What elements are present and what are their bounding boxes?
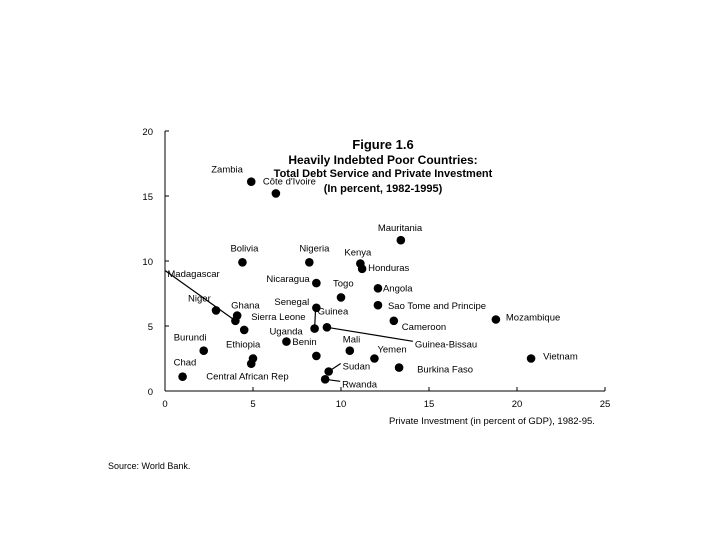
chart-subtitle: Total Debt Service and Private Investment — [273, 168, 493, 180]
chart-period-note: (In percent, 1982-1995) — [323, 183, 443, 195]
point-label-guinea: Guinea — [317, 306, 349, 318]
leader-line-guinea-bissau — [327, 327, 413, 341]
x-tick-label: 5 — [250, 399, 256, 410]
point-label-ghana: Ghana — [231, 300, 260, 312]
x-axis-label: Private Investment (in percent of GDP), 1982-95. — [389, 416, 595, 427]
point-bolivia — [238, 258, 247, 267]
point-label-angola: Angola — [382, 283, 413, 295]
point-label-burkina-faso: Burkina Faso — [417, 364, 474, 376]
y-tick-label: 20 — [142, 127, 153, 138]
x-tick-label: 20 — [511, 399, 523, 410]
point-sierra-leone — [240, 326, 249, 335]
point-sudan — [324, 367, 333, 376]
point-label-honduras: Honduras — [368, 262, 410, 274]
point-label-mauritania: Mauritania — [377, 223, 423, 235]
point-label-sudan: Sudan — [342, 361, 371, 373]
point-label-chad: Chad — [173, 357, 197, 369]
x-tick-label: 0 — [162, 399, 168, 410]
point-chad — [178, 372, 187, 381]
point-zambia — [247, 177, 256, 186]
point-label-yemen: Yemen — [377, 344, 407, 356]
point-label-mozambique: Mozambique — [505, 312, 561, 324]
point-niger — [212, 306, 221, 315]
chart-title: Heavily Indebted Poor Countries: — [288, 153, 478, 167]
point-label-niger: Niger — [188, 293, 211, 305]
point-sao-tome-and-principe — [374, 301, 383, 310]
point-nigeria — [305, 258, 314, 267]
point-nicaragua — [312, 279, 321, 288]
point-label-bolivia: Bolivia — [230, 243, 259, 255]
y-tick-label: 0 — [147, 387, 153, 398]
point-c-te-d-ivoire — [272, 189, 281, 198]
figure-label: Figure 1.6 — [352, 137, 414, 152]
point-uganda — [282, 337, 291, 346]
point-label-sierra-leone: Sierra Leone — [251, 311, 306, 323]
point-label-nicaragua: Nicaragua — [266, 274, 310, 286]
point-vietnam — [527, 354, 536, 363]
point-label-rwanda: Rwanda — [342, 379, 378, 391]
point-label-sao-tome-and-principe: Sao Tome and Principe — [387, 301, 487, 313]
point-label-nigeria: Nigeria — [299, 243, 330, 255]
point-label-cameroon: Cameroon — [401, 321, 447, 333]
source-note: Source: World Bank. — [108, 461, 191, 471]
point-togo — [337, 293, 346, 302]
point-label-benin: Benin — [292, 336, 317, 348]
point-label-vietnam: Vietnam — [543, 351, 578, 363]
y-tick-label: 15 — [142, 192, 153, 203]
point-cameroon — [390, 317, 399, 326]
point-label-burundi: Burundi — [173, 332, 207, 344]
point-label-guinea-bissau: Guinea-Bissau — [414, 339, 478, 351]
point-guinea-bissau — [323, 323, 332, 332]
point-burkina-faso — [395, 363, 404, 372]
point-label-kenya: Kenya — [344, 247, 372, 259]
point-burundi — [199, 346, 208, 355]
x-tick-label: 25 — [599, 399, 611, 410]
point-label-uganda: Uganda — [269, 326, 303, 338]
point-benin — [312, 352, 321, 361]
point-angola — [374, 284, 383, 293]
y-tick-label: 5 — [147, 322, 153, 333]
point-label-madagascar: Madagascar — [167, 268, 220, 280]
point-label-c-te-d-ivoire: Côte d'Ivoire — [262, 176, 316, 188]
point-honduras — [358, 265, 367, 274]
point-mali — [346, 346, 355, 355]
point-label-ethiopia: Ethiopia — [226, 339, 261, 351]
point-ghana — [233, 311, 242, 320]
point-label-mali: Mali — [342, 334, 361, 346]
point-guinea — [310, 324, 319, 333]
y-tick-label: 10 — [142, 257, 153, 268]
point-central-african-rep — [247, 359, 256, 368]
point-label-central-african-rep: Central African Rep — [206, 371, 289, 383]
point-mozambique — [492, 315, 501, 324]
point-label-zambia: Zambia — [211, 164, 243, 176]
point-mauritania — [397, 236, 406, 245]
point-rwanda — [321, 375, 330, 384]
point-label-senegal: Senegal — [274, 296, 310, 308]
point-label-togo: Togo — [333, 278, 354, 290]
x-tick-label: 10 — [335, 399, 347, 410]
x-tick-label: 15 — [423, 399, 435, 410]
